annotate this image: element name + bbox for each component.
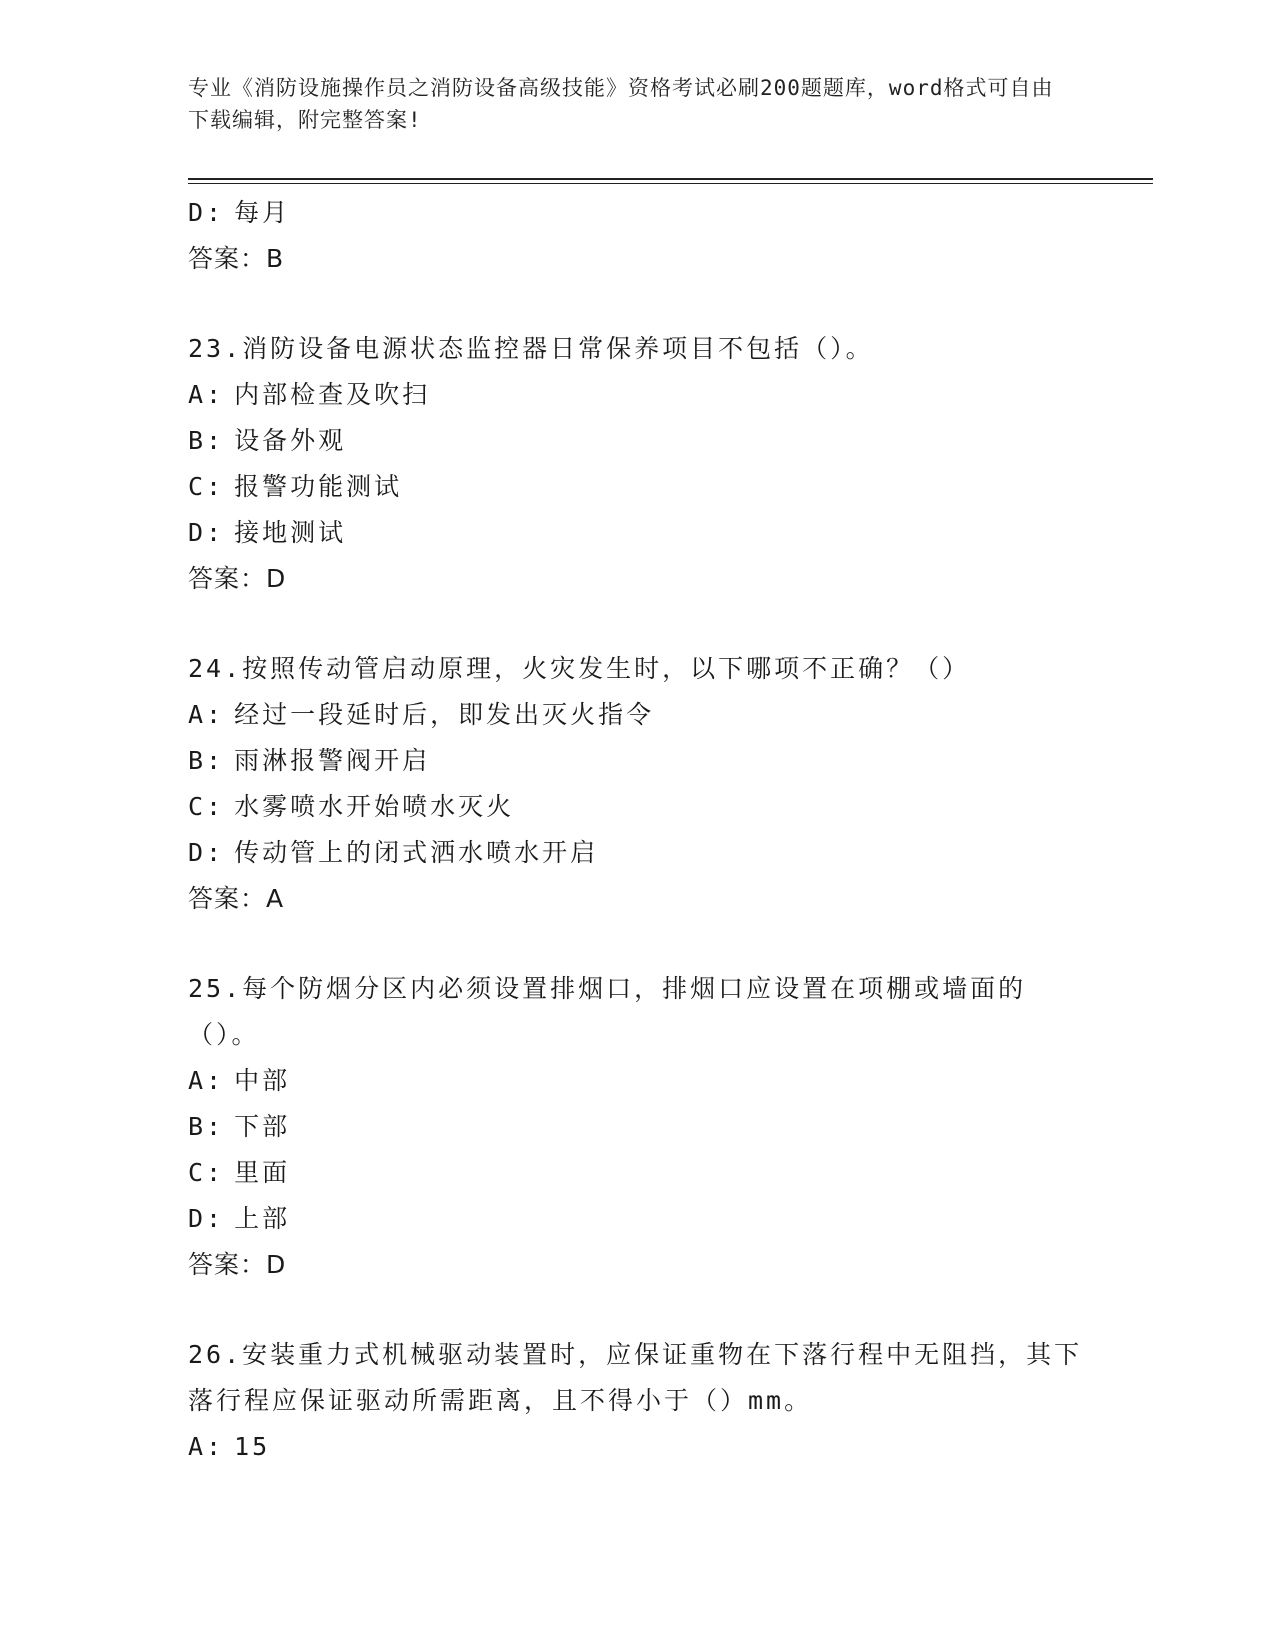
question-24-answer: 答案：A — [188, 884, 285, 913]
question-24-option-d: D: 传动管上的闭式洒水喷水开启 — [188, 838, 599, 867]
question-25-answer: 答案：D — [188, 1250, 287, 1279]
question-25-option-a: A: 中部 — [188, 1066, 291, 1095]
option-d-carryover: D: 每月 — [188, 198, 291, 227]
question-23-option-b: B: 设备外观 — [188, 426, 347, 455]
header-rule-thick — [188, 178, 1153, 180]
question-23-answer: 答案：D — [188, 564, 287, 593]
question-25-option-d: D: 上部 — [188, 1204, 291, 1233]
question-24-option-b: B: 雨淋报警阀开启 — [188, 746, 431, 775]
document-header: 专业《消防设施操作员之消防设备高级技能》资格考试必刷200题题库，word格式可自由下载编辑，附完整答案! — [188, 76, 1054, 132]
question-25-option-c: C: 里面 — [188, 1158, 291, 1187]
question-23-option-c: C: 报警功能测试 — [188, 472, 403, 501]
question-23-option-d: D: 接地测试 — [188, 518, 347, 547]
question-24-option-a: A: 经过一段延时后，即发出灭火指令 — [188, 700, 655, 729]
question-26-option-a: A: 15 — [188, 1432, 271, 1461]
question-list — [188, 190, 1088, 1470]
question-24-stem: 24.按照传动管启动原理，火灾发生时，以下哪项不正确？（） — [188, 654, 971, 683]
question-23-stem: 23.消防设备电源状态监控器日常保养项目不包括（）。 — [188, 334, 874, 363]
answer-carryover: 答案：B — [188, 244, 285, 273]
question-26-stem: 26.安装重力式机械驱动装置时，应保证重物在下落行程中无阻挡，其下落行程应保证驱动所需距离，且不得小于（）mm。 — [188, 1340, 1083, 1415]
header-rule-thin — [188, 183, 1153, 184]
question-25-option-b: B: 下部 — [188, 1112, 291, 1141]
question-24-option-c: C: 水雾喷水开始喷水灭火 — [188, 792, 515, 821]
question-25-stem: 25.每个防烟分区内必须设置排烟口，排烟口应设置在项棚或墙面的（）。 — [188, 974, 1027, 1049]
question-23-option-a: A: 内部检查及吹扫 — [188, 380, 431, 409]
